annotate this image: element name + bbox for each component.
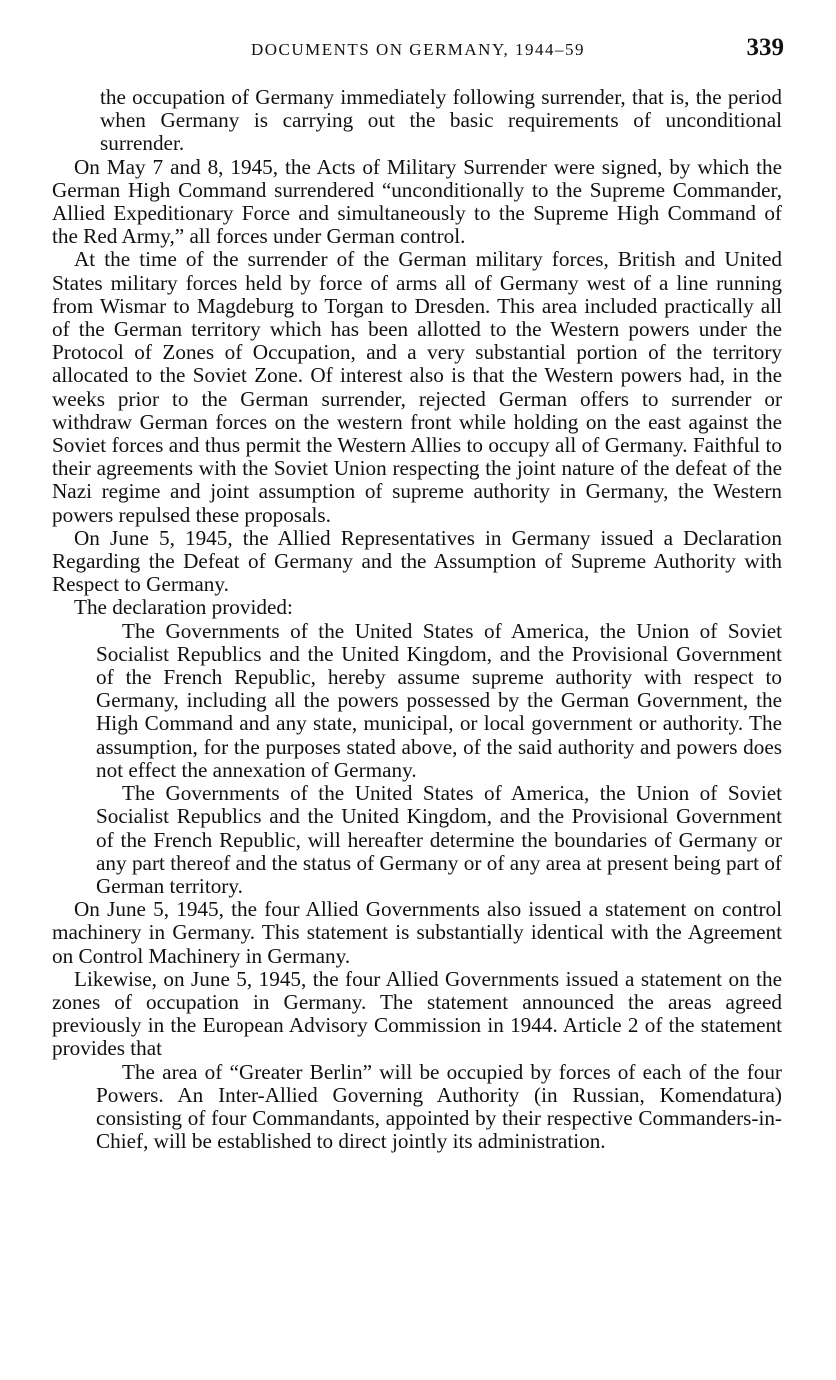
paragraph-military-surrender: On May 7 and 8, 1945, the Acts of Military Surrender were signed, by which the German High Command surrendered “unconditionally to the Supreme Commander, Allied Expeditionary Force and simultaneously to the Supreme High Command of the Red Army,” all forces under German control. <box>52 154 782 249</box>
quote-boundaries: The Governments of the United States of America, the Union of Soviet Socialist Republics and the United Kingdom, and the Provisional Government of the French Republic, will hereafter determine the boundaries of Germany or any part thereof and the status of Germany or of any area at present being part of German territory. <box>96 781 782 898</box>
paragraph-zones-of-occupation: Likewise, on June 5, 1945, the four Allied Governments issued a statement on the zones of occupation in Germany. The statement announced the areas agreed previously in the European Advisory Commission in 1944. Article 2 of the statement provides that <box>52 966 782 1061</box>
paragraph-continuation: the occupation of Germany immediately following surrender, that is, the period when Germany is carrying out the basic requirements of unconditional surrender. <box>100 85 782 156</box>
paragraph-declaration-provided: The declaration provided: <box>74 595 293 620</box>
page-header <box>52 36 784 66</box>
quote-greater-berlin: The area of “Greater Berlin” will be occupied by forces of each of the four Powers. An Inter-Allied Governing Authority (in Russian, Komendatura) consisting of four Commandants, appointed by their respective Commanders-in-Chief, will be established to direct jointly its administration. <box>96 1059 782 1154</box>
paragraph-control-machinery: On June 5, 1945, the four Allied Governments also issued a statement on control machinery in Germany. This statement is substantially identical with the Agreement on Control Machinery in Germany. <box>52 897 782 968</box>
running-head: DOCUMENTS ON GERMANY, 1944–59 <box>250 40 586 59</box>
body-text <box>52 86 782 1153</box>
quote-supreme-authority: The Governments of the United States of America, the Union of Soviet Socialist Republics and the United Kingdom, and the Provisional Government of the French Republic, hereby assume supreme authority with respect to Germany, including all the powers possessed by the German Government, the High Command and any state, municipal, or local government or authority. The assumption, for the purposes stated above, of the said authority and powers does not effect the annexation of Germany. <box>96 618 782 782</box>
page-number: 339 <box>746 34 784 61</box>
paragraph-declaration: On June 5, 1945, the Allied Representatives in Germany issued a Declaration Regarding the Defeat of Germany and the Assumption of Supreme Authority with Respect to Germany. <box>52 525 782 597</box>
paragraph-surrender-territory: At the time of the surrender of the German military forces, British and United States military forces held by force of arms all of Germany west of a line running from Wismar to Magdeburg to Torgan to Dresden. This area included practically all of the German territory which has been allotted to the Western powers under the Protocol of Zones of Occupation, and a very substantial portion of the territory allocated to the Soviet Zone. Of interest also is that the Western powers had, in the weeks prior to the German surrender, rejected German offers to surrender or withdraw German forces on the western front while holding on the east against the Soviet forces and thus permit the Western Allies to occupy all of Germany. Faithful to their agreements with the Soviet Union respecting the joint nature of the defeat of the Nazi regime and joint assumption of supreme authority in Germany, the Western powers repulsed these proposals. <box>52 247 782 527</box>
